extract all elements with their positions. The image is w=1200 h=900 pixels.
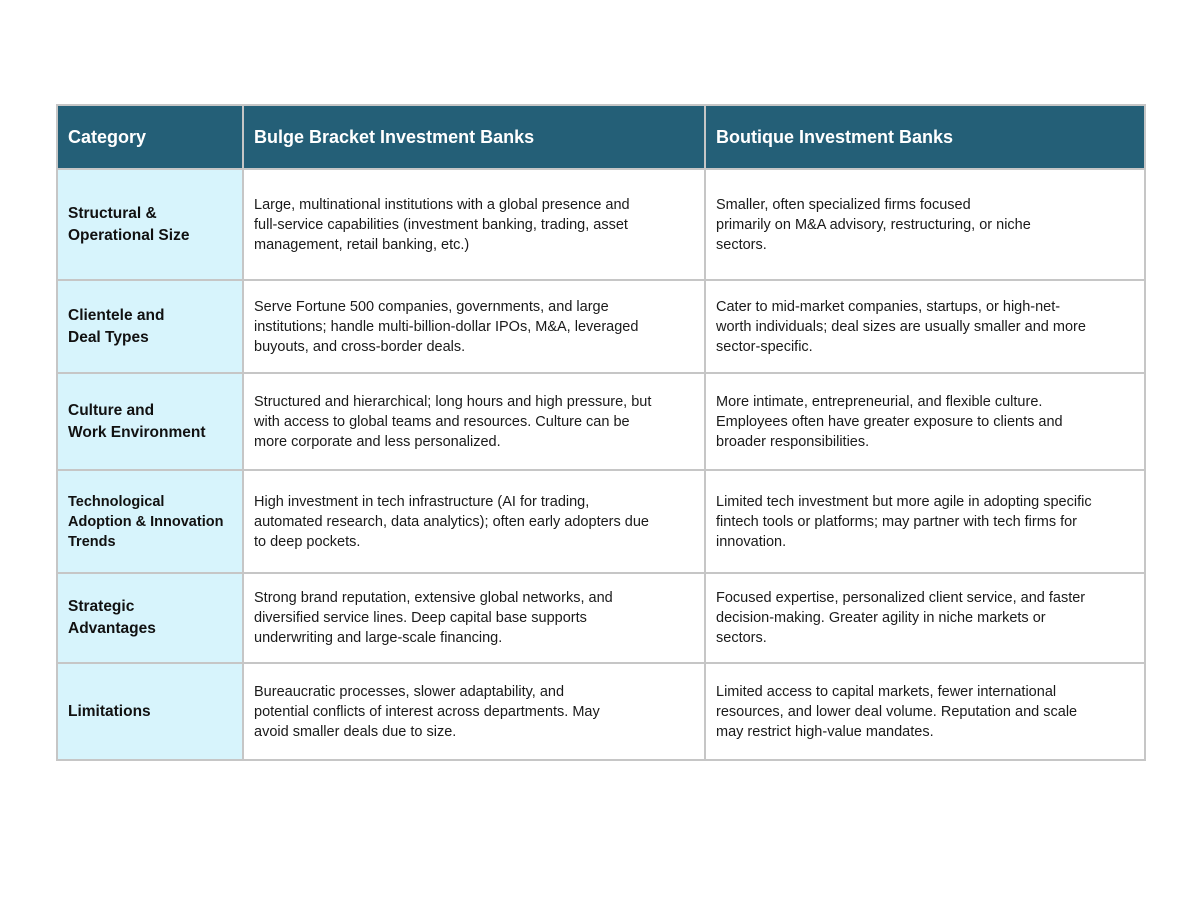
table-row xyxy=(57,280,1145,373)
row-boutique-cell: Cater to mid-market companies, startups, or high-net- worth individuals; deal sizes are usually smaller and more sector-specific. xyxy=(705,280,1145,373)
row-bulge-cell: Serve Fortune 500 companies, governments, and large institutions; handle multi-billion-dollar IPOs, M&A, leveraged buyouts, and cross-border deals. xyxy=(243,280,705,373)
row-category: Clientele and Deal Types xyxy=(57,280,243,373)
row-bulge-cell: Large, multinational institutions with a global presence and full-service capabilities (investment banking, trading, asset management, retail banking, etc.) xyxy=(243,169,705,280)
comparison-table xyxy=(56,104,1146,761)
table-row xyxy=(57,470,1145,573)
row-category: Strategic Advantages xyxy=(57,573,243,663)
row-boutique-cell: Limited access to capital markets, fewer international resources, and lower deal volume. Reputation and scale may restrict high-value mandates. xyxy=(705,663,1145,760)
table-row xyxy=(57,573,1145,663)
table-row xyxy=(57,663,1145,760)
row-category: Structural & Operational Size xyxy=(57,169,243,280)
table-row xyxy=(57,373,1145,470)
row-bulge-cell: Structured and hierarchical; long hours and high pressure, but with access to global teams and resources. Culture can be more corporate and less personalized. xyxy=(243,373,705,470)
row-category: Technological Adoption & Innovation Trends xyxy=(57,470,243,573)
row-bulge-cell: Strong brand reputation, extensive global networks, and diversified service lines. Deep capital base supports underwriting and large-scale financing. xyxy=(243,573,705,663)
row-category: Limitations xyxy=(57,663,243,760)
row-boutique-cell: More intimate, entrepreneurial, and flexible culture. Employees often have greater exposure to clients and broader responsibilities. xyxy=(705,373,1145,470)
row-bulge-cell: Bureaucratic processes, slower adaptability, and potential conflicts of interest across departments. May avoid smaller deals due to size. xyxy=(243,663,705,760)
row-boutique-cell: Limited tech investment but more agile in adopting specific fintech tools or platforms; may partner with tech firms for innovation. xyxy=(705,470,1145,573)
table-row xyxy=(57,169,1145,280)
header-category: Category xyxy=(57,105,243,169)
comparison-table-container xyxy=(56,104,1144,761)
row-boutique-cell: Focused expertise, personalized client service, and faster decision-making. Greater agility in niche markets or sectors. xyxy=(705,573,1145,663)
row-category: Culture and Work Environment xyxy=(57,373,243,470)
table-header-row xyxy=(57,105,1145,169)
header-boutique: Boutique Investment Banks xyxy=(705,105,1145,169)
header-bulge-bracket: Bulge Bracket Investment Banks xyxy=(243,105,705,169)
row-boutique-cell: Smaller, often specialized firms focused primarily on M&A advisory, restructuring, or niche sectors. xyxy=(705,169,1145,280)
row-bulge-cell: High investment in tech infrastructure (AI for trading, automated research, data analytics); often early adopters due to deep pockets. xyxy=(243,470,705,573)
